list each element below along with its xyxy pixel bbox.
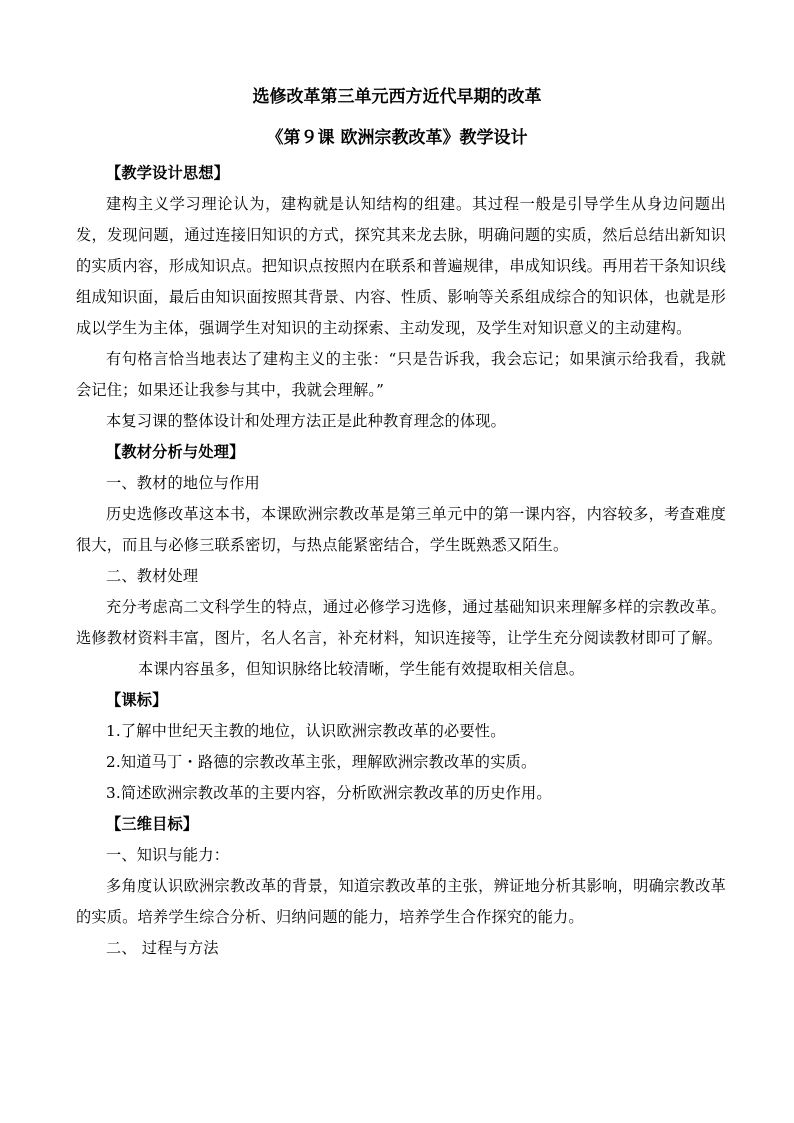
document-body bbox=[76, 158, 726, 964]
section-heading-standard: 【课标】 bbox=[106, 691, 168, 709]
paragraph: 多角度认识欧洲宗教改革的背景，知道宗教改革的主张，辨证地分析其影响，明确宗教改革的实质。培养学生综合分析、归纳问题的能力，培养学生合作探究的能力。 bbox=[76, 877, 726, 926]
document-subtitle: 《第９课 欧洲宗教改革》教学设计 bbox=[266, 128, 528, 148]
section-heading-design: 【教学设计思想】 bbox=[106, 164, 230, 182]
paragraph: 充分考虑高二文科学生的特点，通过必修学习选修，通过基础知识来理解多样的宗教改革。选修教材资料丰富，图片，名人名言，补充材料，知识连接等，让学生充分阅读教材即可了解。 bbox=[76, 598, 726, 647]
subheading: 二、 过程与方法 bbox=[106, 939, 219, 957]
paragraph: 有句格言恰当地表达了建构主义的主张：“只是告诉我，我会忘记；如果演示给我看，我就会记住；如果还让我参与其中，我就会理解。” bbox=[76, 350, 726, 399]
list-item: 1.了解中世纪天主教的地位，认识欧洲宗教改革的必要性。 bbox=[106, 722, 506, 740]
subheading: 二、教材处理 bbox=[106, 567, 199, 585]
list-item: 2.知道马丁・路德的宗教改革主张，理解欧洲宗教改革的实质。 bbox=[106, 753, 537, 771]
list-item: 3.简述欧洲宗教改革的主要内容，分析欧洲宗教改革的历史作用。 bbox=[106, 784, 552, 802]
section-heading-goals: 【三维目标】 bbox=[106, 815, 199, 833]
subheading: 一、教材的地位与作用 bbox=[106, 474, 260, 492]
section-heading-analysis: 【教材分析与处理】 bbox=[106, 443, 245, 461]
subheading: 一、知识与能力： bbox=[106, 846, 230, 864]
paragraph: 本复习课的整体设计和处理方法正是此种教育理念的体现。 bbox=[106, 412, 507, 430]
document-title: 选修改革第三单元西方近代早期的改革 bbox=[252, 87, 542, 107]
paragraph: 建构主义学习理论认为，建构就是认知结构的组建。其过程一般是引导学生从身边问题出发，发现问题，通过连接旧知识的方式，探究其来龙去脉，明确问题的实质，然后总结出新知识的实质内容，形成知识点。把知识点按照内在联系和普遍规律，串成知识线。再用若干条知识线组成知识面，最后由知识面按照其背景、内容、性质、影响等关系组成综合的知识体，也就是形成以学生为主体，强调学生对知识的主动探索、主动发现，及学生对知识意义的主动建构。 bbox=[76, 195, 726, 337]
paragraph: 历史选修改革这本书，本课欧洲宗教改革是第三单元中的第一课内容，内容较多，考查难度很大，而且与必修三联系密切，与热点能紧密结合，学生既熟悉又陌生。 bbox=[76, 505, 726, 554]
paragraph: 本课内容虽多，但知识脉络比较清晰，学生能有效提取相关信息。 bbox=[138, 660, 585, 678]
